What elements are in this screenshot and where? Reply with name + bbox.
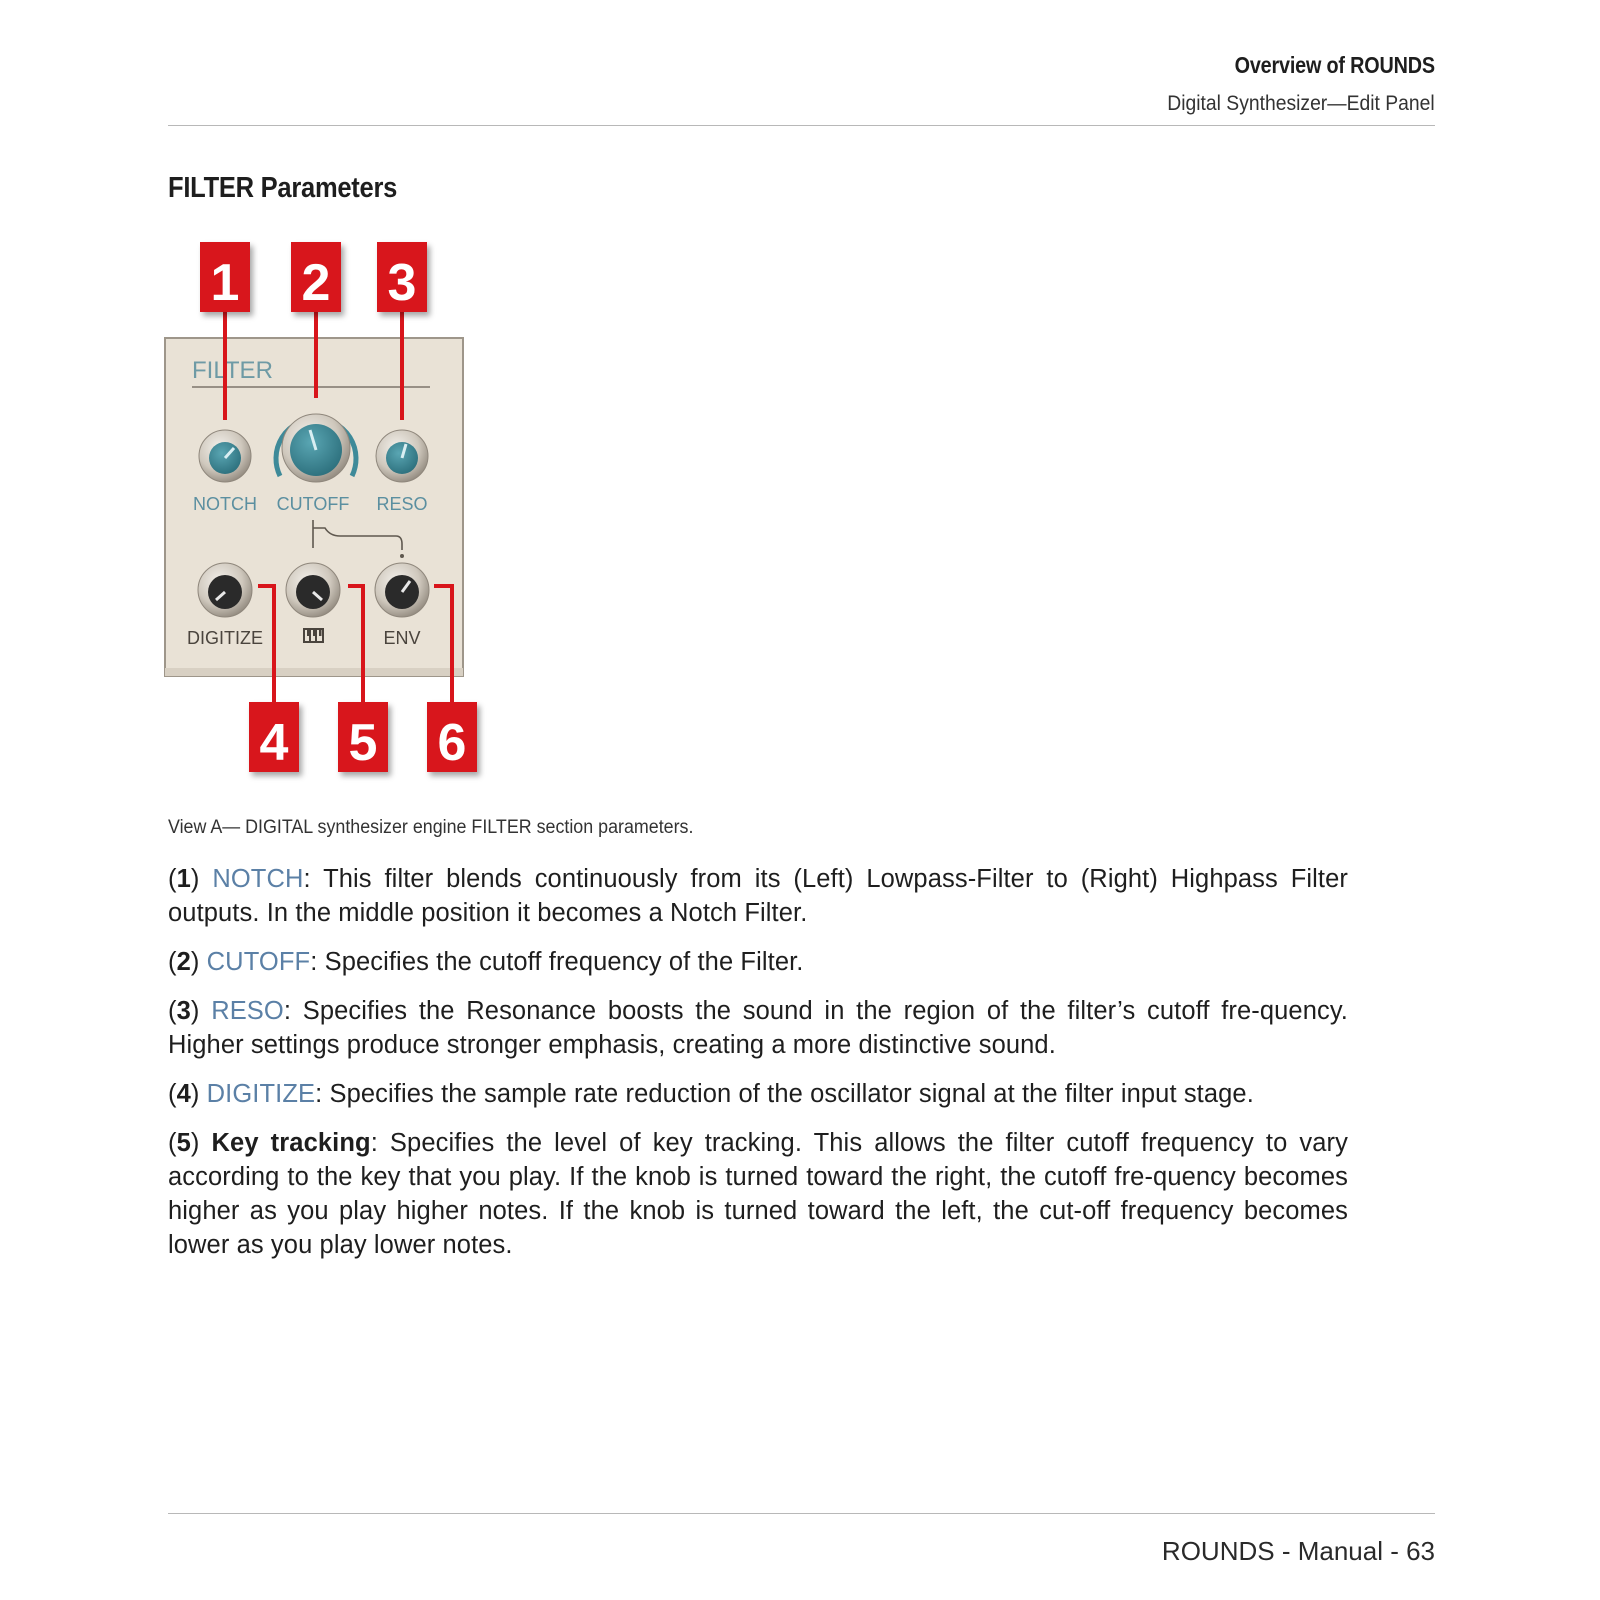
env-knob[interactable] [375,563,429,617]
filter-panel-illustration [160,238,500,798]
running-header-title: Overview of ROUNDS [1234,52,1435,78]
callout-1 [200,242,250,312]
digitize-label: DIGITIZE [187,628,263,648]
figure-caption: View A— DIGITAL synthesizer engine FILTER section parameters. [168,817,694,838]
paragraph-reso: (3) RESO: Specifies the Resonance boosts the sound in the region of the filter’s cutoff fre-quency. Higher settings produce stronger emphasis, creating a more distinctive sound. [168,997,1348,1059]
key-tracking-knob[interactable] [286,563,340,617]
header-divider [168,125,1435,126]
paragraph-digitize: (4) DIGITIZE: Specifies the sample rate reduction of the oscillator signal at the filter input stage. [168,1080,1254,1108]
paragraph-text: : Specifies the level of key tracking. This allows the filter cutoff frequency to vary according to the key that you play. If the knob is turned toward the right, the cutoff fre-quency becomes higher as you play higher notes. If the knob is turned toward the left, the cut-off frequency becomes lower as you play lower notes. [168,1129,1348,1259]
parameter-descriptions [168,862,1348,1277]
item-number: 4 [176,1080,191,1108]
svg-text:4: 4 [259,714,289,772]
footer-divider [168,1513,1435,1514]
svg-text:6: 6 [437,714,467,772]
panel-title: FILTER [192,357,273,384]
notch-label: NOTCH [193,494,257,514]
paragraph-notch: (1) NOTCH: This filter blends continuously from its (Left) Lowpass-Filter to (Right) Highpass Filter outputs. In the middle position it becomes a Notch Filter. [168,865,1348,927]
paragraph-text: : Specifies the sample rate reduction of the oscillator signal at the filter input stage. [315,1080,1254,1108]
key-tracking-term: Key tracking [211,1129,371,1157]
section-title: FILTER Parameters [168,172,398,204]
notch-knob[interactable] [199,430,251,482]
reso-link[interactable]: RESO [211,997,284,1025]
filter-panel-figure [160,238,500,798]
digitize-link[interactable]: DIGITIZE [206,1080,316,1108]
notch-link[interactable]: NOTCH [212,865,304,893]
page-footer: ROUNDS - Manual - 63 [1161,1536,1435,1566]
svg-text:3: 3 [387,254,417,312]
cutoff-link[interactable]: CUTOFF [206,948,311,976]
paragraph-text: : This filter blends continuously from its (Left) Lowpass-Filter to (Right) Highpass Filter outputs. In the middle position it becomes a Notch Filter. [168,865,1348,927]
svg-text:1: 1 [210,254,240,312]
callout-4 [249,702,299,772]
item-number: 5 [176,1129,191,1157]
paragraph-text: : Specifies the Resonance boosts the sound in the region of the filter’s cutoff fre-quency. Higher settings produce stronger emphasis, creating a more distinctive sound. [168,997,1348,1059]
svg-text:2: 2 [301,254,331,312]
item-number: 3 [176,997,191,1025]
item-number: 1 [176,865,191,893]
digitize-knob[interactable] [198,563,252,617]
item-number: 2 [176,948,191,976]
callout-3 [377,242,427,312]
running-header-subtitle: Digital Synthesizer—Edit Panel [1167,92,1435,115]
callout-5 [338,702,388,772]
paragraph-key-tracking: (5) Key tracking: Specifies the level of key tracking. This allows the filter cutoff frequency to vary according to the key that you play. If the knob is turned toward the right, the cutoff fre-quency becomes higher as you play higher notes. If the knob is turned toward the left, the cut-off frequency becomes lower as you play lower notes. [168,1129,1348,1259]
reso-knob[interactable] [376,430,428,482]
paragraph-cutoff: (2) CUTOFF: Specifies the cutoff frequency of the Filter. [168,948,804,976]
callout-2 [291,242,341,312]
reso-label: RESO [376,494,428,514]
callout-6 [427,702,477,772]
paragraph-text: : Specifies the cutoff frequency of the Filter. [310,948,804,976]
env-label: ENV [383,628,421,648]
cutoff-label: CUTOFF [276,494,350,514]
svg-text:5: 5 [348,714,378,772]
